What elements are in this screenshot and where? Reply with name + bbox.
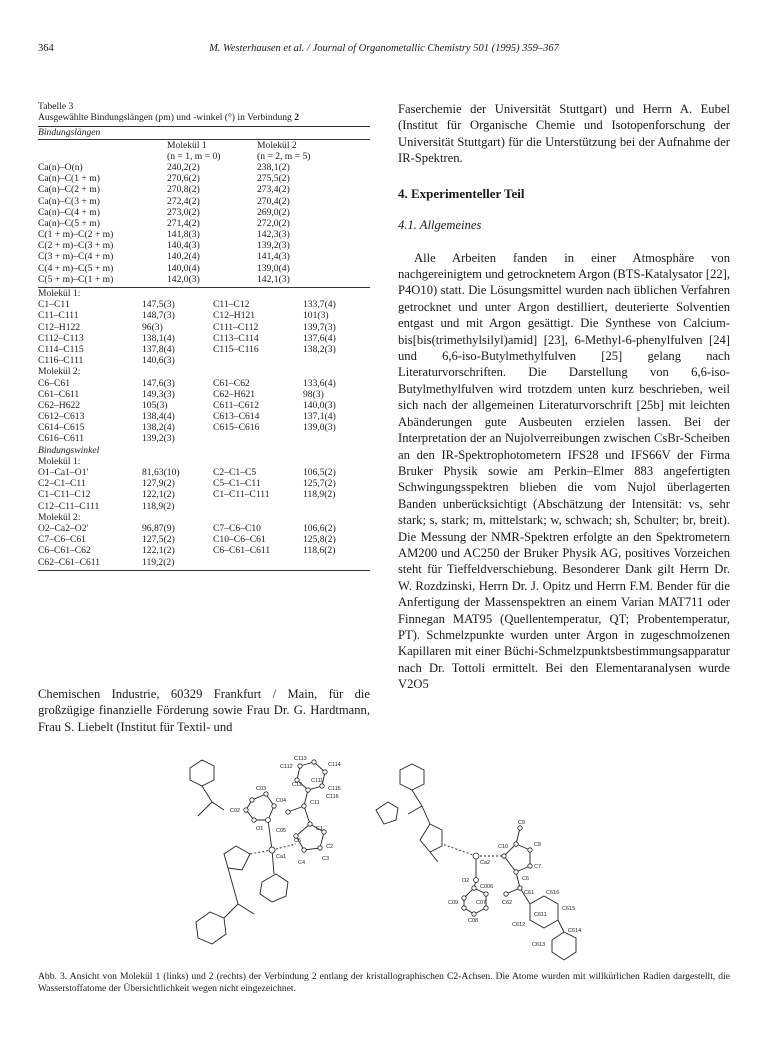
table-row (38, 355, 370, 366)
table-cell: C12–H122 (38, 321, 81, 333)
atom-label: C112 (280, 764, 293, 770)
table-cell: C616–C611 (38, 433, 85, 445)
atom-label: C1 (316, 826, 324, 832)
table-cell: Ca(n)–C(3 + m) (38, 195, 100, 207)
table-cell (213, 355, 303, 366)
table-row (38, 184, 370, 195)
table-cell: C611–C612 (213, 399, 260, 411)
atom-label: C10 (498, 844, 509, 850)
table-row (38, 218, 370, 229)
col-header-mol1: Molekül 1 (167, 139, 207, 151)
mol2-angle-rows (38, 523, 370, 568)
table-row (38, 207, 370, 218)
atom-label: C62 (502, 900, 513, 906)
atom-label: C07 (476, 900, 487, 906)
table-cell: 138,2(4) (142, 422, 175, 434)
mol1-angle-label: Molekül 1: (38, 455, 81, 467)
atom-label: C114 (328, 762, 341, 768)
table-cell: 270,8(2) (167, 184, 200, 196)
table-cell: C116–C111 (38, 355, 84, 367)
table-cell: Ca(n)–C(4 + m) (38, 206, 100, 218)
table-cell: C62–C61–C611 (38, 556, 101, 568)
atom-label: C613 (532, 942, 546, 948)
table-cell: 122,1(2) (142, 489, 175, 501)
table-cell (213, 557, 303, 568)
table-row (38, 240, 370, 251)
table-cell: 140,6(3) (142, 355, 175, 367)
table-row (38, 534, 370, 545)
atom-label: C115 (328, 786, 341, 792)
col-header-mol1-params: (n = 1, m = 0) (167, 150, 221, 162)
table-cell: C62–H622 (38, 399, 81, 411)
molecule-2-atoms (462, 826, 535, 916)
atom-label: C612 (512, 922, 526, 928)
table-cell: C114–C115 (38, 343, 84, 355)
table-cell: 140,0(4) (167, 262, 200, 274)
table-cell: 106,6(2) (303, 522, 336, 534)
table-cell: 149,3(3) (142, 388, 175, 400)
table-row (38, 333, 370, 344)
table-cell: 118,9(2) (142, 500, 175, 512)
atom-label: C09 (448, 900, 459, 906)
table-cell: 96(3) (142, 321, 163, 333)
atom-label: O1 (256, 826, 264, 832)
table-row (38, 467, 370, 478)
table-cell: Ca(n)–C(1 + m) (38, 173, 100, 185)
table-cell: 138,1(4) (142, 332, 175, 344)
table-cell: C11–C12 (213, 299, 250, 311)
table-cell: C6–C61–C611 (213, 545, 271, 557)
table-cell: 118,9(2) (303, 489, 336, 501)
table-cell: 127,5(2) (142, 534, 175, 546)
table-row (38, 322, 370, 333)
table-row (38, 378, 370, 389)
table-row (38, 229, 370, 240)
table-cell: 118,6(2) (303, 545, 336, 557)
table-bottom-rule (38, 570, 370, 571)
table-cell: 147,5(3) (142, 299, 175, 311)
table-cell: C10–C6–C61 (213, 534, 266, 546)
atom-label: Ca2 (480, 860, 491, 866)
table-cell: C11–C111 (38, 310, 79, 322)
table-cell: 127,9(2) (142, 478, 175, 490)
table-row (38, 274, 370, 285)
atom-label: C12 (292, 782, 303, 788)
table-cell: 125,8(2) (303, 534, 336, 546)
table-cell: 139,0(4) (257, 262, 290, 274)
running-header (38, 43, 730, 57)
column-subheader-row (38, 151, 370, 162)
table-cell: C12–H121 (213, 310, 256, 322)
table-cell: C12–C11–C111 (38, 500, 100, 512)
table-row (38, 162, 370, 173)
table-cell: C612–C613 (38, 411, 85, 423)
table-cell: C6–C61 (38, 377, 70, 389)
atom-label: C9 (518, 820, 526, 826)
table-row (38, 344, 370, 355)
mol1-label: Molekül 1: (38, 288, 81, 300)
table-cell: C5–C1–C11 (213, 478, 261, 490)
subsection-heading: 4.1. Allgemeines (398, 217, 482, 232)
table-cell: 142,3(3) (257, 229, 290, 241)
table-cell: 240,2(2) (167, 161, 200, 173)
table-cell: C1–C11 (38, 299, 70, 311)
table-cell: C61–C62 (213, 377, 250, 389)
molecule-2-drawing (376, 764, 576, 960)
table-cell: O2–Ca2–O2' (38, 522, 89, 534)
table-cell: C(1 + m)–C(2 + m) (38, 229, 114, 241)
atom-label: C5 (294, 838, 302, 844)
table-cell: 125,7(2) (303, 478, 336, 490)
table-row (38, 545, 370, 556)
table-row (38, 489, 370, 500)
table-cell: C614–C615 (38, 422, 85, 434)
table-cell: C2–C1–C11 (38, 478, 86, 490)
section-heading: 4. Experimenteller Teil (398, 185, 525, 201)
table-caption (38, 112, 370, 123)
atom-label: C614 (568, 928, 582, 934)
table-cell: 139,2(3) (142, 433, 175, 445)
table-cell: C615–C616 (213, 422, 260, 434)
table-cell: 139,0(3) (303, 422, 336, 434)
table-cell: 105(3) (142, 399, 168, 411)
table-cell: C6–C61–C62 (38, 545, 91, 557)
table-cell: C61–C611 (38, 388, 80, 400)
mol1-angle-rows (38, 467, 370, 512)
table-cell: C(5 + m)–C(1 + m) (38, 273, 114, 285)
table-cell: 270,6(2) (167, 173, 200, 185)
atom-label: O2 (462, 878, 470, 884)
acknowledgement-continuation: Faserchemie der Universität Stuttgart) und Herrn A. Eubel (Institut für Organische Chemie und Isotopenforschung der Universität Stuttgart) für die Unterstützung bei der Aufnahme der IR-Spektren. (398, 102, 730, 166)
bond-table (38, 101, 370, 571)
atom-label: C61 (524, 890, 535, 896)
table-cell: 275,5(2) (257, 173, 290, 185)
table-cell (213, 433, 303, 444)
running-title: M. Westerhausen et al. / Journal of Organometallic Chemistry 501 (1995) 359–367 (209, 43, 559, 54)
atom-label: C04 (276, 798, 287, 804)
table-cell: 140,2(4) (167, 251, 200, 263)
atom-label: C6 (522, 876, 530, 882)
table-cell: 96,87(9) (142, 522, 175, 534)
table-cell (303, 501, 370, 512)
table-cell: 106,5(2) (303, 467, 336, 479)
table-row (38, 389, 370, 400)
table-cell: 273,0(2) (167, 206, 200, 218)
table-row (38, 196, 370, 207)
mol1-bond-rows (38, 299, 370, 366)
table-cell: 133,6(4) (303, 377, 336, 389)
table-row (38, 478, 370, 489)
table-cell: C2–C1–C5 (213, 467, 257, 479)
table-cell: 122,1(2) (142, 545, 175, 557)
table-cell: 98(3) (303, 388, 324, 400)
table-cell: 270,4(2) (257, 195, 290, 207)
table-cell: C7–C6–C61 (38, 534, 86, 546)
table-row (38, 251, 370, 262)
table-cell: Ca(n)–C(5 + m) (38, 217, 100, 229)
col-header-mol2-params: (n = 2, m = 5) (257, 150, 311, 162)
table-cell: C115–C116 (213, 343, 259, 355)
table-cell: O1–Ca1–O1' (38, 467, 89, 479)
table-row (38, 523, 370, 534)
table-cell: 147,6(3) (142, 377, 175, 389)
table-row (38, 263, 370, 274)
atom-label: C3 (322, 856, 330, 862)
table-cell: C(2 + m)–C(3 + m) (38, 240, 114, 252)
table-cell: Ca(n)–O(n) (38, 161, 83, 173)
table-cell: 140,4(3) (167, 240, 200, 252)
table-cell: 139,2(3) (257, 240, 290, 252)
atom-label: C113 (294, 756, 307, 762)
table-cell: 137,8(4) (142, 343, 175, 355)
table-caption-compound: 2 (294, 112, 300, 124)
atom-label: C8 (534, 842, 542, 848)
table-cell: C(4 + m)–C(5 + m) (38, 262, 114, 274)
table-cell: 139,7(3) (303, 321, 336, 333)
table-row (38, 501, 370, 512)
table-cell (303, 433, 370, 444)
table-cell (303, 355, 370, 366)
column-header-row (38, 140, 370, 151)
table-cell: C613–C614 (213, 411, 260, 423)
table-row (38, 400, 370, 411)
atom-label: C08 (468, 918, 479, 924)
atom-label: C03 (256, 786, 267, 792)
mol2-bond-rows (38, 378, 370, 445)
atom-label: C111 (311, 778, 324, 784)
table-cell (303, 557, 370, 568)
table-cell: C112–C113 (38, 332, 84, 344)
table-cell: 141,8(3) (167, 229, 200, 241)
table-cell: 141,4(3) (257, 251, 290, 263)
table-cell: C111–C112 (213, 321, 259, 333)
col-header-mol2: Molekül 2 (257, 139, 297, 151)
atom-label: C2 (326, 844, 334, 850)
table-cell: 272,4(2) (167, 195, 200, 207)
table-cell: 137,1(4) (303, 411, 336, 423)
figure-caption-label: Abb. 3. (38, 971, 68, 982)
table-cell: 137,6(4) (303, 332, 336, 344)
table-cell: 133,7(4) (303, 299, 336, 311)
page-number: 364 (38, 43, 54, 54)
section-bond-lengths: Bindungslängen (38, 127, 101, 139)
atom-label: C02 (230, 808, 241, 814)
mol2-label: Molekül 2: (38, 366, 81, 378)
table-cell (213, 501, 303, 512)
table-cell: C1–C11–C12 (38, 489, 91, 501)
table-cell: 148,7(3) (142, 310, 175, 322)
table-row (38, 433, 370, 444)
figure-caption (38, 971, 730, 994)
table-cell: 101(3) (303, 310, 329, 322)
atom-label: Ca1 (276, 854, 287, 860)
table-cell: 271,4(2) (167, 217, 200, 229)
atom-label: C7 (534, 864, 542, 870)
mol2-angle-label: Molekül 2: (38, 511, 81, 523)
table-cell: 272,0(2) (257, 217, 290, 229)
table-cell: C62–H621 (213, 388, 256, 400)
section-bond-angles: Bindungswinkel (38, 444, 100, 456)
table-cell: 119,2(2) (142, 556, 175, 568)
table-caption-label: Tabelle 3 (38, 101, 74, 112)
experimental-paragraph: Alle Arbeiten fanden in einer Atmosphäre von nachgereinigtem und getrocknetem Argon (BTS-Katalysator [22], P4O10) statt. Die Lösungsmittel wurden nach üblichen Verfahren getrocknet und unter Argon destilliert, deuterierte Solventien entgast und mit Argon gesättigt. Die Synthese von Calcium-bis[bis(trimethylsilyl)amid] [23], 6-Methyl-6-phenylfulven [24] und 6,6-iso-Butylmethylfulven [25] gelang nach Literaturvorschriften. Die Darstellung von 6,6-iso-Butylmethylfulven wird trotzdem unten kurz beschrieben, weil sich nach der allgemeinen Literaturvorschrift [25b] mit leichten Abänderungen gute Ausbeuten erzielen lassen. Bei der Interpretation der an Nujolverreibungen zwischen CsBr-Scheiben an den IR-Spektrophotometern IFS28 und IFS66V der Firma Bruker Physik sowie am Perkin–Elmer 883 angefertigten Schwingungsspektren blieben die vom Nujol überlagerten Banden unberücksichtigt (Abschätzung der Intensität: vs, sehr stark; s, stark; m, mittelstark; w, schwach; sh, Schulter; br, breit). Die Messung der NMR-Spektren erfolgte an den Spektrometern AM200 und AC250 der Bruker Physik AG, positives Vorzeichen steht für Tieffeldverschiebung. Besonderer Dank gilt Herrn Dr. W. Rozdzinski, Herrn Dr. J. Opitz und Herrn F.M. Bender für die Anfertigung der Massenspektren an einem Varian MAT711 oder Finnegan MAT95 (Quellentemperatur, QT; Probentemperatur, PT). Schmelzpunkte wurden unter Argon in zugeschmolzenen Kapillaren mit einer Büchi-Schmelzpunktsbestimmungsapparatur nach Dr. Tottoli ermittelt. Bei den Elementaranalysen wurde V2O5 (398, 250, 731, 692)
table-row (38, 557, 370, 568)
table-cell: 142,1(3) (257, 273, 290, 285)
atom-label: C611 (534, 912, 547, 918)
atom-label: C11 (310, 800, 320, 806)
molecular-structure-figure (180, 754, 590, 962)
table-row (38, 310, 370, 321)
molecule-1-atoms (244, 760, 327, 853)
table-row (38, 173, 370, 184)
table-cell: Ca(n)–C(2 + m) (38, 184, 100, 196)
table-row (38, 299, 370, 310)
atom-label: C615 (562, 906, 576, 912)
atom-label: C05 (276, 828, 287, 834)
atom-label: C116 (326, 794, 339, 800)
table-cell: C(3 + m)–C(4 + m) (38, 251, 114, 263)
atom-label: C616 (546, 890, 560, 896)
figure-caption-text: Ansicht von Molekül 1 (links) und 2 (rechts) der Verbindung 2 entlang der kristallographischen C2-Achsen. Die Atome wurden mit willkürlichen Radien dargestellt, die Wasserstoffatome der Übersichtlichkeit wegen nicht eingezeichnet. (38, 971, 731, 994)
table-cell: 140,0(3) (303, 399, 336, 411)
left-column-text (38, 686, 370, 735)
atom-label: C006 (480, 884, 494, 890)
table-caption-text: Ausgewählte Bindungslängen (pm) und -winkel (°) in Verbindung (38, 112, 295, 124)
table-row (38, 422, 370, 433)
table-cell: 238,1(2) (257, 161, 290, 173)
table-row (38, 411, 370, 422)
table-cell: C7–C6–C10 (213, 522, 261, 534)
molecule-2-labels (448, 820, 581, 948)
ca-bond-rows (38, 162, 370, 285)
table-cell: C113–C114 (213, 332, 259, 344)
table-cell: 138,4(4) (142, 411, 175, 423)
table-cell: 273,4(2) (257, 184, 290, 196)
table-cell: 138,2(3) (303, 343, 336, 355)
right-column (398, 101, 730, 693)
table-cell: 81,63(10) (142, 467, 180, 479)
table-cell: C1–C11–C111 (213, 489, 270, 501)
acknowledgement-paragraph: Chemischen Industrie, 60329 Frankfurt / Main, für die großzügige finanzielle Förderung sowie Frau Dr. G. Hardtmann, Frau S. Liebelt (Institut für Textil- und (38, 687, 370, 734)
table-cell: 269,0(2) (257, 206, 290, 218)
atom-label: C4 (298, 860, 306, 866)
table-cell: 142,0(3) (167, 273, 200, 285)
